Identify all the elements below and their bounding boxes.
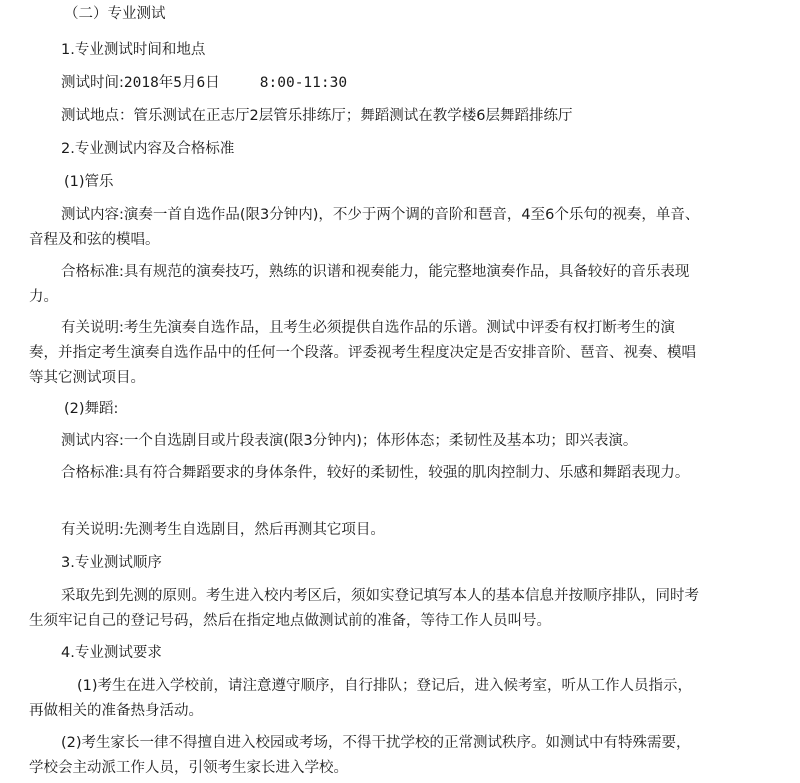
- test-location: 测试地点：管乐测试在正志厅2层管乐排练厅；舞蹈测试在教学楼6层舞蹈排练厅: [61, 108, 573, 124]
- test-time-range: 8:00-11:30: [259, 75, 348, 91]
- s4-item-1: (1)考生在进入学校前，请注意遵守顺序，自行排队；登记后，进入候考室，听从工作人员指示，再做相关的准备热身活动。: [29, 678, 693, 719]
- test-time-date: 2018年5月6日: [123, 75, 220, 91]
- dance-content: 测试内容:一个自选剧目或片段表演(限3分钟内)；体形体态；柔韧性及基本功；即兴表演。: [61, 433, 638, 449]
- dance-heading: (2)舞蹈:: [64, 401, 119, 417]
- section-heading: （二）专业测试: [64, 6, 166, 22]
- s3-body: 采取先到先测的原则。考生进入校内考区后，须如实登记填写本人的基本信息并按顺序排队，同时考生须牢记自己的登记号码，然后在指定地点做测试前的准备，等待工作人员叫号。: [29, 588, 699, 629]
- test-time-label: 测试时间:: [61, 75, 124, 91]
- s2-heading: 2.专业测试内容及合格标准: [61, 141, 235, 157]
- wind-standard: 合格标准:具有规范的演奏技巧，熟练的识谱和视奏能力，能完整地演奏作品，具备较好的音乐表现力。: [29, 264, 690, 305]
- s1-heading: 1.专业测试时间和地点: [61, 42, 206, 58]
- test-time: [61, 71, 347, 96]
- dance-standard: 合格标准:具有符合舞蹈要求的身体条件，较好的柔韧性，较强的肌肉控制力、乐感和舞蹈表现力。: [61, 465, 690, 481]
- wind-heading: (1)管乐: [64, 174, 114, 190]
- s4-heading: 4.专业测试要求: [61, 645, 162, 661]
- wind-notes: 有关说明:考生先演奏自选作品，且考生必须提供自选作品的乐谱。测试中评委有权打断考生的演奏，并指定考生演奏自选作品中的任何一个段落。评委视考生程度决定是否安排音阶、琶音、视奏、模唱等其它测试项目。: [29, 320, 696, 386]
- wind-content: 测试内容:演奏一首自选作品(限3分钟内)，不少于两个调的音阶和琶音，4至6个乐句的视奏，单音、音程及和弦的模唱。: [29, 207, 700, 248]
- dance-notes: 有关说明:先测考生自选剧目，然后再测其它项目。: [61, 522, 385, 538]
- s4-item-2: (2)考生家长一律不得擅自进入校园或考场，不得干扰学校的正常测试秩序。如测试中有特殊需要，学校会主动派工作人员，引领考生家长进入学校。: [29, 735, 691, 776]
- s3-heading: 3.专业测试顺序: [61, 555, 162, 571]
